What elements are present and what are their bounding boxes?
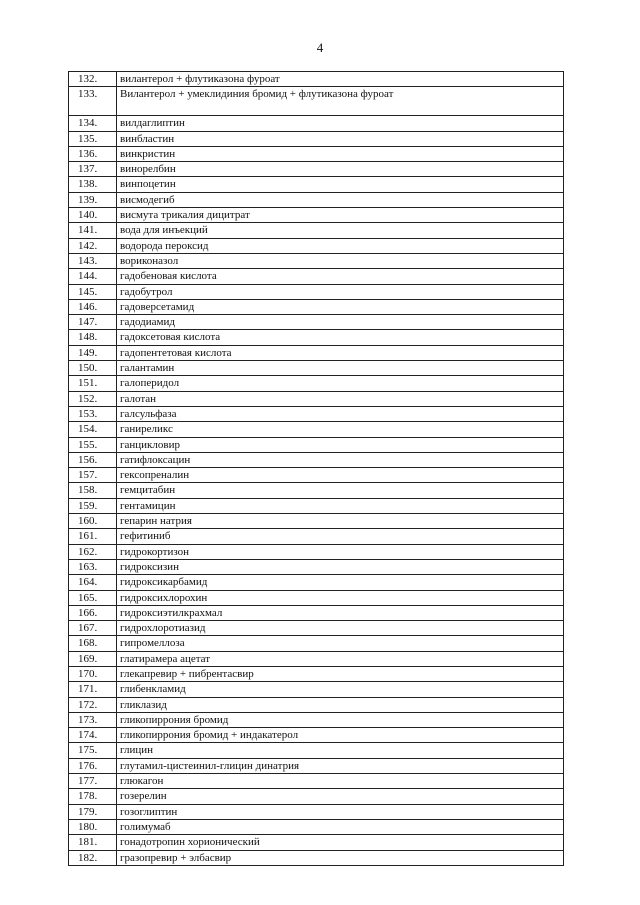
table-row [69,529,564,544]
row-number: 141. [69,223,117,238]
row-number: 137. [69,162,117,177]
drug-name: гефитиниб [117,529,564,544]
table-row [69,422,564,437]
row-number: 136. [69,146,117,161]
row-number: 180. [69,819,117,834]
drug-name: гидроксихлорохин [117,590,564,605]
drug-name: гадодиамид [117,315,564,330]
table-row [69,284,564,299]
row-number: 170. [69,666,117,681]
row-number: 134. [69,116,117,131]
row-number: 161. [69,529,117,544]
drug-name: гадопентетовая кислота [117,345,564,360]
row-number: 150. [69,361,117,376]
table-row [69,223,564,238]
table-row [69,804,564,819]
table-row [69,376,564,391]
row-number: 160. [69,514,117,529]
drug-name: гликопиррония бромид + индакатерол [117,728,564,743]
drug-name: висмута трикалия дицитрат [117,208,564,223]
drug-name: ганцикловир [117,437,564,452]
table-row [69,774,564,789]
drug-name: гадоксетовая кислота [117,330,564,345]
table-row [69,758,564,773]
drug-name: глицин [117,743,564,758]
row-number: 132. [69,72,117,87]
table-row [69,819,564,834]
row-number: 146. [69,299,117,314]
row-number: 174. [69,728,117,743]
row-number: 151. [69,376,117,391]
table-row [69,544,564,559]
row-number: 140. [69,208,117,223]
row-number: 139. [69,192,117,207]
row-number: 152. [69,391,117,406]
row-number: 159. [69,498,117,513]
row-number: 155. [69,437,117,452]
table-row [69,514,564,529]
drug-name: гепарин натрия [117,514,564,529]
row-number: 142. [69,238,117,253]
table-row [69,651,564,666]
drug-name: галантамин [117,361,564,376]
drug-name: гентамицин [117,498,564,513]
drug-name: гемцитабин [117,483,564,498]
table-row [69,208,564,223]
table-row [69,559,564,574]
table-row [69,391,564,406]
row-number: 157. [69,468,117,483]
row-number: 156. [69,452,117,467]
row-number: 154. [69,422,117,437]
drug-name: глюкагон [117,774,564,789]
table-row [69,116,564,131]
drug-name: вилдаглиптин [117,116,564,131]
row-number: 169. [69,651,117,666]
row-number: 166. [69,605,117,620]
drug-name: гидрохлоротиазид [117,621,564,636]
drug-name: вориконазол [117,253,564,268]
drug-name: глатирамера ацетат [117,651,564,666]
drug-name: гликлазид [117,697,564,712]
table-row [69,330,564,345]
table-row [69,789,564,804]
table-row [69,315,564,330]
table-row [69,131,564,146]
row-number: 163. [69,559,117,574]
row-number: 172. [69,697,117,712]
drug-name: ганиреликс [117,422,564,437]
row-number: 162. [69,544,117,559]
table-row [69,361,564,376]
page-number: 4 [316,40,324,55]
row-number: 147. [69,315,117,330]
row-number: 153. [69,406,117,421]
table-row [69,483,564,498]
table-row [69,253,564,268]
table-row [69,621,564,636]
drug-name: глекапревир + пибрентасвир [117,666,564,681]
row-number: 179. [69,804,117,819]
table-row [69,498,564,513]
table-row [69,835,564,850]
drug-name: гадоверсетамид [117,299,564,314]
row-number: 143. [69,253,117,268]
drug-name: вилантерол + флутиказона фуроат [117,72,564,87]
drug-name: глибенкламид [117,682,564,697]
table-row [69,72,564,87]
row-number: 144. [69,269,117,284]
drug-name: гадобеновая кислота [117,269,564,284]
drug-name: гозоглиптин [117,804,564,819]
drug-name: гликопиррония бромид [117,712,564,727]
table-row [69,590,564,605]
row-number: 149. [69,345,117,360]
row-number: 171. [69,682,117,697]
drug-name: Вилантерол + умеклидиния бромид + флутиказона фуроат [117,87,564,116]
drug-name: гексопреналин [117,468,564,483]
row-number: 148. [69,330,117,345]
drug-name: винбластин [117,131,564,146]
drug-name: гадобутрол [117,284,564,299]
row-number: 178. [69,789,117,804]
row-number: 177. [69,774,117,789]
table-row [69,712,564,727]
table-row [69,238,564,253]
drug-table [68,71,564,866]
table-row [69,162,564,177]
drug-name: гозерелин [117,789,564,804]
table-row [69,146,564,161]
row-number: 138. [69,177,117,192]
drug-name: винпоцетин [117,177,564,192]
drug-name: винорелбин [117,162,564,177]
drug-name: винкристин [117,146,564,161]
table-row [69,728,564,743]
row-number: 164. [69,575,117,590]
table-row [69,682,564,697]
row-number: 158. [69,483,117,498]
drug-name: галоперидол [117,376,564,391]
row-number: 176. [69,758,117,773]
table-row [69,87,564,116]
drug-name: гидроксиэтилкрахмал [117,605,564,620]
table-row [69,666,564,681]
row-number: 168. [69,636,117,651]
drug-name: галсульфаза [117,406,564,421]
table-row [69,437,564,452]
drug-name: голимумаб [117,819,564,834]
table-row [69,177,564,192]
drug-name: гонадотропин хорионический [117,835,564,850]
table-row [69,605,564,620]
table-row [69,743,564,758]
drug-name: гидрокортизон [117,544,564,559]
drug-name: гидроксикарбамид [117,575,564,590]
row-number: 135. [69,131,117,146]
row-number: 133. [69,87,117,116]
row-number: 145. [69,284,117,299]
row-number: 182. [69,850,117,865]
table-row [69,850,564,865]
table-row [69,406,564,421]
row-number: 167. [69,621,117,636]
drug-name: глутамил-цистеинил-глицин динатрия [117,758,564,773]
drug-name: водорода пероксид [117,238,564,253]
drug-name: вода для инъекций [117,223,564,238]
drug-name: гидроксизин [117,559,564,574]
drug-name: гипромеллоза [117,636,564,651]
row-number: 175. [69,743,117,758]
drug-name: галотан [117,391,564,406]
drug-table-body [69,72,564,866]
table-row [69,192,564,207]
table-row [69,299,564,314]
drug-name: гатифлоксацин [117,452,564,467]
table-row [69,697,564,712]
table-row [69,345,564,360]
table-row [69,269,564,284]
row-number: 181. [69,835,117,850]
table-row [69,452,564,467]
drug-name: висмодегиб [117,192,564,207]
row-number: 165. [69,590,117,605]
table-row [69,468,564,483]
row-number: 173. [69,712,117,727]
table-row [69,636,564,651]
table-row [69,575,564,590]
drug-name: гразопревир + элбасвир [117,850,564,865]
